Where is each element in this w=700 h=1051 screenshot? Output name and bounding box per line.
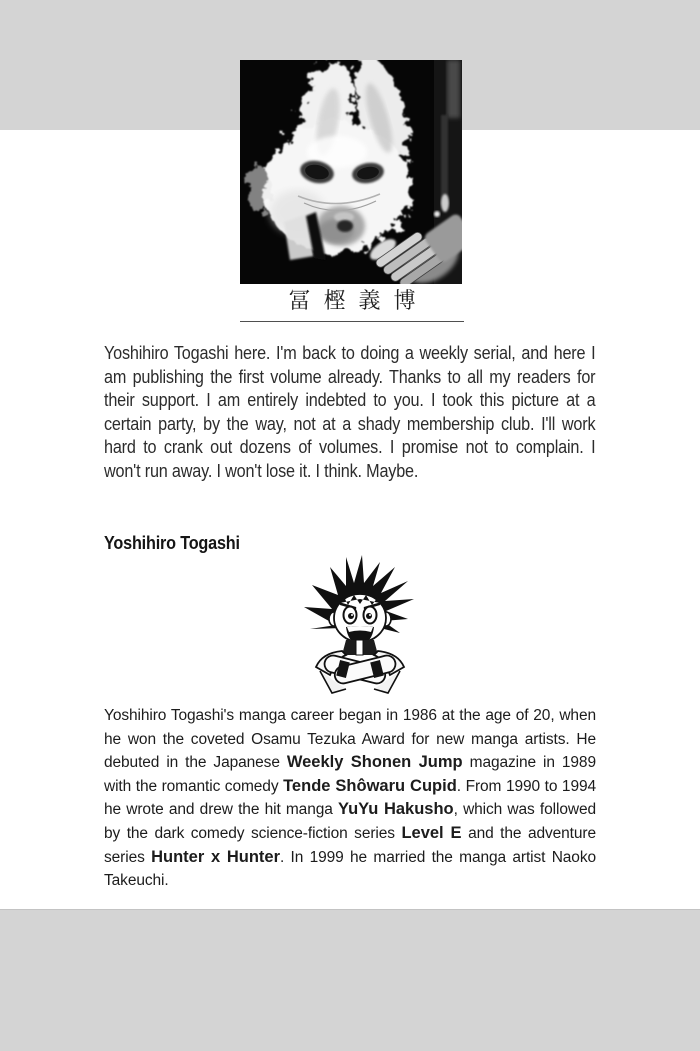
author-photo-graphic xyxy=(240,60,462,284)
bio-text-run: magazine in 1989 with the romantic comedy xyxy=(104,754,596,795)
bio-text-run: , which was followed by the dark comedy science-fiction series xyxy=(104,801,596,842)
author-signature: Yoshihiro Togashi xyxy=(104,533,240,553)
author-note-paragraph: Yoshihiro Togashi here. I'm back to doing a weekly serial, and here I am publishing the first volume already. Thanks to all my readers for their support. I am entirely indebted to you. I took this picture at a certain party, by the way, not at a shady membership club. I'll work hard to crank out dozens of volumes. I promise not to complain. I won't run away. I won't lose it. I think. Maybe. xyxy=(104,343,596,481)
photo-caption-kanji: 冨樫義博 xyxy=(288,289,429,314)
author-photo-bunny-mask xyxy=(240,60,462,284)
bottom-margin-band xyxy=(0,909,700,1051)
bio-text-run: and the adventure series xyxy=(104,824,596,866)
bio-text-run: Yoshihiro Togashi's manga career began in 1986 at the age of 20, when he won the coveted Osamu Tezuka Award for new manga artists. He debuted in the Japanese xyxy=(104,707,596,772)
bio-title-tende-showaru-cupid: Tende Shôwaru Cupid xyxy=(283,776,457,795)
bio-paragraph xyxy=(104,704,596,893)
bio-title-hunter-x-hunter: Hunter x Hunter xyxy=(151,847,281,866)
bio-text-run: . From 1990 to 1994 he wrote and drew the hit manga xyxy=(104,777,597,819)
bio-text-run: . In 1999 he married the manga artist Naoko Takeuchi. xyxy=(104,848,596,890)
bio-title-level-e: Level E xyxy=(401,823,462,842)
gon-illustration xyxy=(296,555,426,698)
gon-illustration-graphic xyxy=(296,555,426,698)
bio-title-yuyu-hakusho: YuYu Hakusho xyxy=(338,800,454,819)
caption-rule xyxy=(240,321,464,322)
bio-title-weekly-shonen-jump: Weekly Shonen Jump xyxy=(286,753,463,772)
